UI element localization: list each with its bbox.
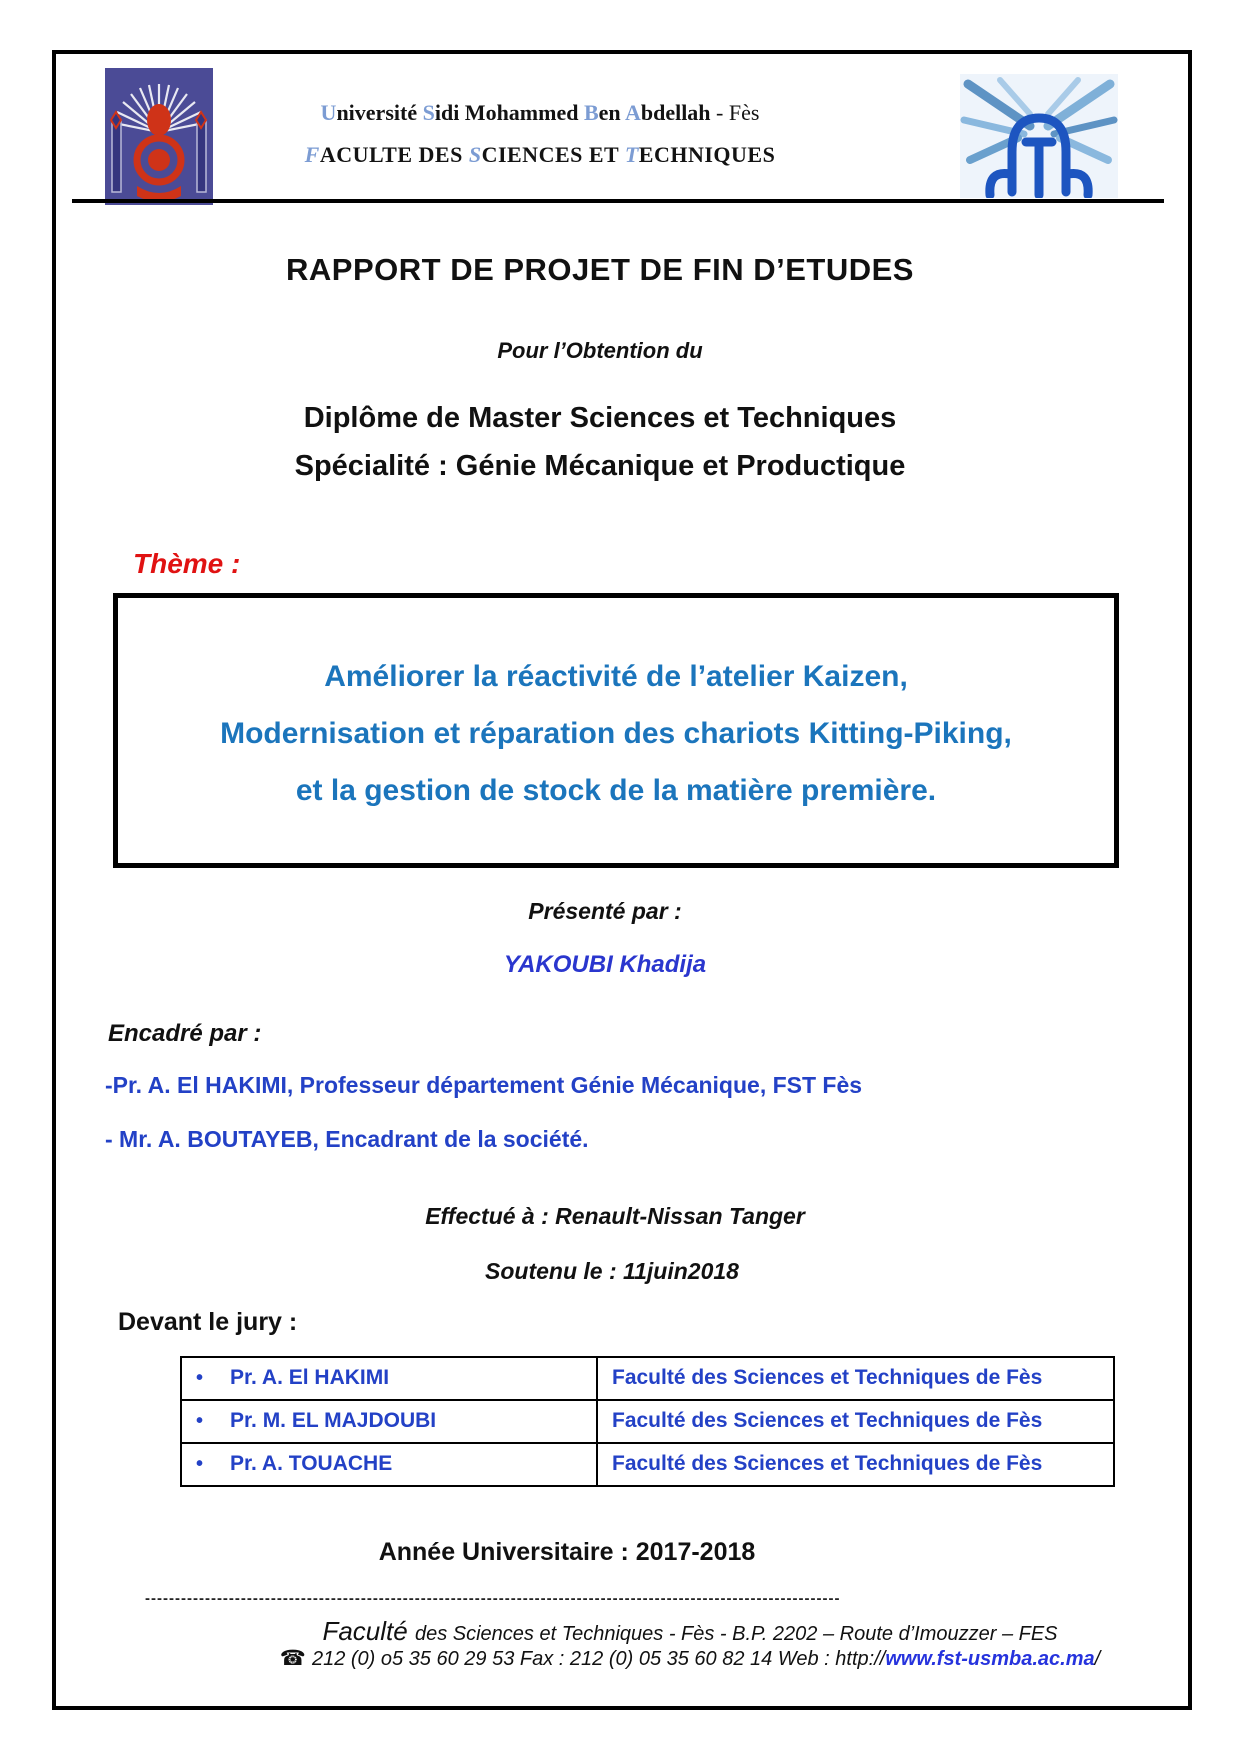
presented-by-label: Présenté par :: [528, 898, 682, 924]
bullet-icon: •: [196, 1453, 204, 1475]
bullet-icon: •: [196, 1410, 204, 1432]
university-name: [280, 92, 800, 134]
text-segment: bdellah: [640, 100, 711, 125]
footer-address: [150, 1616, 1230, 1647]
jury-label: Devant le jury :: [118, 1308, 298, 1336]
jury-name-text: Pr. M. EL MAJDOUBI: [230, 1409, 437, 1432]
text-segment: des Sciences et Techniques - Fès - B.P. 2202 – Route d’Imouzzer – FES: [414, 1623, 1058, 1645]
jury-name-text: Pr. A. TOUACHE: [230, 1452, 393, 1475]
text-segment: niversité: [336, 100, 423, 125]
jury-table: [180, 1356, 1115, 1487]
jury-name-text: Pr. A. El HAKIMI: [230, 1366, 390, 1389]
footer-contact: [140, 1646, 1240, 1671]
phone-icon: ☎: [279, 1647, 306, 1670]
text-segment: A: [624, 100, 641, 125]
jury-member-name: [181, 1400, 597, 1443]
academic-year: Année Universitaire : 2017-2018: [378, 1538, 756, 1566]
university-emblem-logo: [105, 68, 213, 205]
jury-row-1: [181, 1357, 1114, 1400]
text-segment: CIENCES ET: [481, 142, 625, 167]
footer-separator: --------------------------------------------------------------------------------------------------------------------: [145, 1590, 841, 1607]
author-name: YAKOUBI Khadija: [503, 951, 707, 978]
text-segment: B: [583, 100, 599, 125]
jury-row-3: [181, 1443, 1114, 1486]
university-emblem-icon: [105, 68, 213, 205]
defended-on: Soutenu le : 11juin2018: [485, 1258, 739, 1284]
text-segment: 212 (0) o5 35 60 29 53 Fax : 212 (0) 05 35 60 82 14 Web : http://: [311, 1648, 886, 1670]
performed-at: Effectué à : Renault-Nissan Tanger: [425, 1203, 805, 1229]
text-segment: T: [624, 142, 639, 167]
jury-row-2: [181, 1400, 1114, 1443]
specialty-title: Spécialité : Génie Mécanique et Productique: [294, 450, 906, 482]
header-text-block: [280, 92, 800, 176]
jury-member-affiliation: Faculté des Sciences et Techniques de Fès: [597, 1443, 1114, 1486]
theme-line-1: Améliorer la réactivité de l’atelier Kaizen,: [324, 660, 908, 693]
jury-member-affiliation: Faculté des Sciences et Techniques de Fès: [597, 1357, 1114, 1400]
theme-text: [118, 648, 1114, 819]
text-segment: idi Mohammed: [434, 100, 584, 125]
faculty-name: [280, 134, 800, 176]
for-obtaining-label: Pour l’Obtention du: [497, 338, 703, 363]
text-segment: /: [1094, 1648, 1101, 1670]
text-segment: ECHNIQUES: [638, 142, 776, 167]
text-segment: S: [468, 142, 482, 167]
theme-line-2: Modernisation et réparation des chariots Kitting-Piking,: [220, 717, 1012, 750]
supervisor-2: - Mr. A. BOUTAYEB, Encadrant de la société.: [105, 1126, 589, 1152]
text-segment: U: [320, 100, 337, 125]
jury-member-name: [181, 1357, 597, 1400]
report-title: RAPPORT DE PROJET DE FIN D’ETUDES: [286, 252, 914, 287]
footer-contact-text: [312, 1648, 1100, 1670]
fst-logo: [960, 74, 1118, 198]
theme-box: [113, 593, 1119, 868]
supervisor-1: -Pr. A. El HAKIMI, Professeur département Génie Mécanique, FST Fès: [105, 1072, 863, 1098]
text-segment: ACULTE DES: [319, 142, 469, 167]
text-segment: Faculté: [322, 1616, 415, 1646]
text-segment: en: [598, 100, 625, 125]
jury-member-affiliation: Faculté des Sciences et Techniques de Fès: [597, 1400, 1114, 1443]
bullet-icon: •: [196, 1367, 204, 1389]
website-link[interactable]: www.fst-usmba.ac.ma: [885, 1648, 1095, 1670]
text-segment: - Fès: [710, 100, 760, 125]
jury-member-name: [181, 1443, 597, 1486]
fst-logo-icon: [960, 74, 1118, 198]
header-divider: [72, 199, 1164, 203]
supervised-by-label: Encadré par :: [108, 1020, 262, 1047]
text-segment: S: [422, 100, 435, 125]
theme-line-3: et la gestion de stock de la matière première.: [295, 774, 937, 807]
theme-label: Thème :: [133, 548, 241, 579]
text-segment: F: [304, 142, 320, 167]
diploma-title: Diplôme de Master Sciences et Techniques: [303, 402, 897, 434]
